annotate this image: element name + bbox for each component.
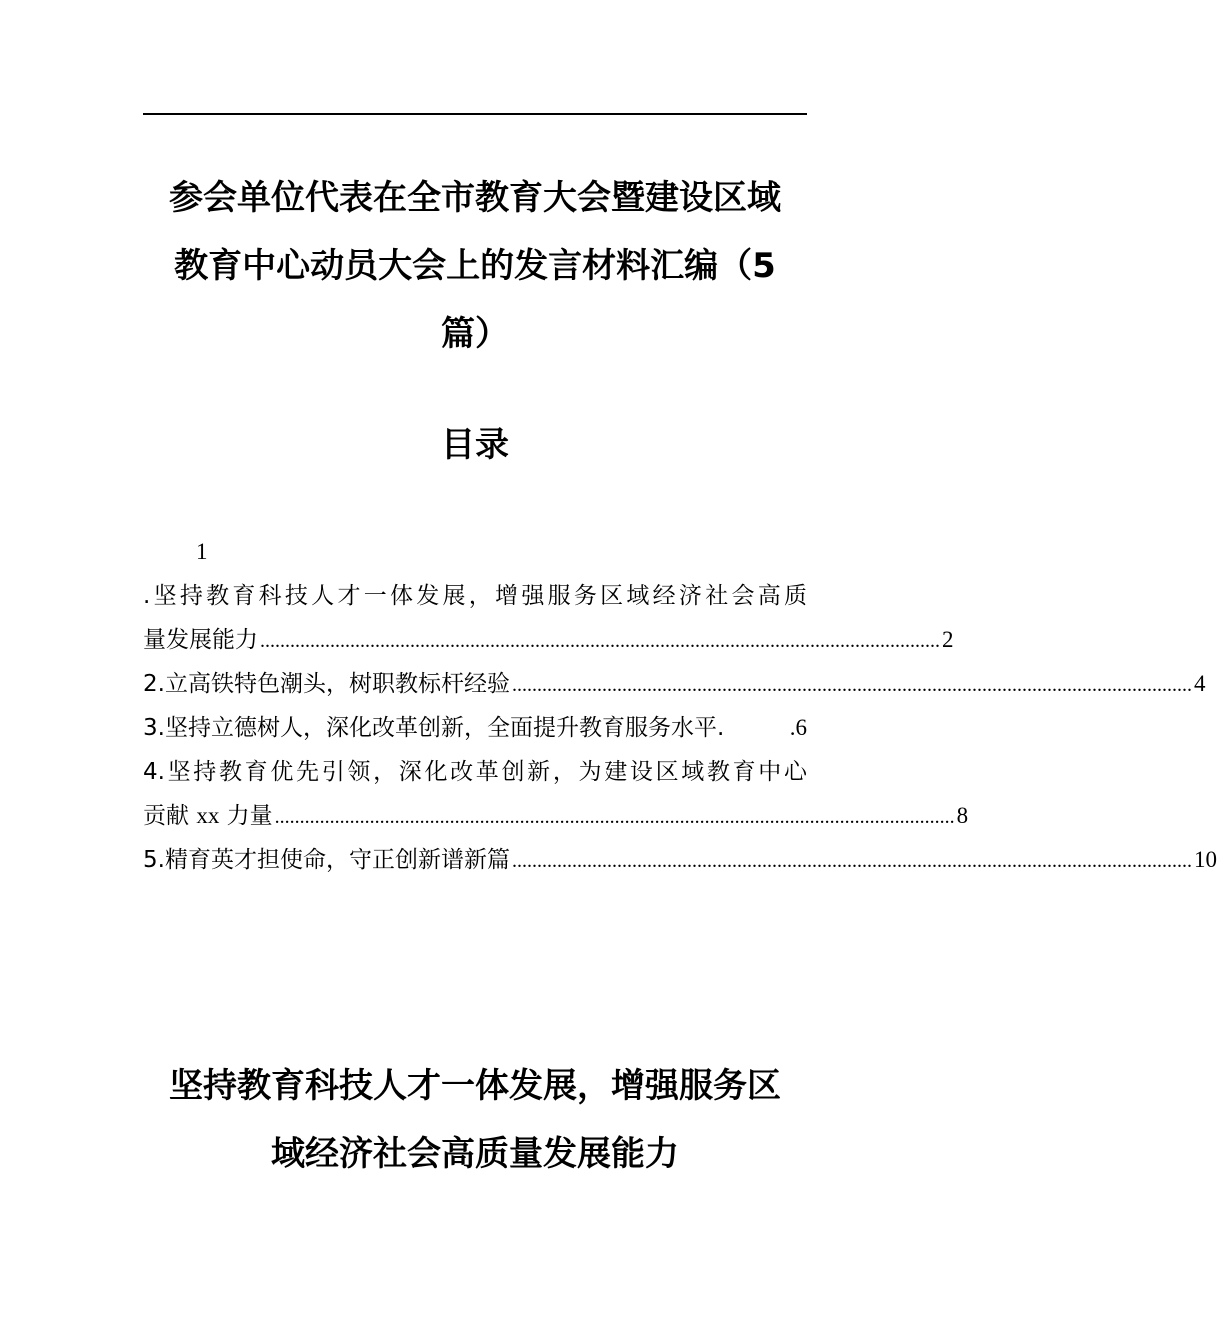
toc-leader-dots: ........................................................................................................................................ xyxy=(511,850,1192,872)
toc-heading: 目录 xyxy=(441,425,509,465)
document-title xyxy=(143,164,807,368)
toc-entry-2[interactable] xyxy=(143,662,1206,706)
toc-entry-4-line-1[interactable] xyxy=(143,750,807,794)
toc-entry-3[interactable] xyxy=(143,706,807,750)
toc-entry-3-page: .6 xyxy=(789,715,807,740)
toc-entry-1-line-1[interactable] xyxy=(143,574,807,618)
toc-entry-5-title: 5.精育英才担使命，守正创新谱新篇 xyxy=(143,847,510,873)
toc-entry-1-title: .坚持教育科技人才一体发展，增强服务区域经济社会高质 xyxy=(143,583,807,609)
toc-entry-4-prefix: 贡献 xyxy=(143,803,197,829)
toc-leader-dots: ........................................................................................................................................ xyxy=(511,674,1192,696)
toc-entry-5[interactable] xyxy=(143,838,1217,882)
toc-entry-1-page: 2 xyxy=(942,627,954,652)
toc-entry-1-line-2[interactable] xyxy=(143,618,954,662)
table-of-contents xyxy=(143,530,1217,882)
toc-leader-dots: ........................................................................................................................................ xyxy=(260,630,940,652)
toc-entry-4-page: 8 xyxy=(956,803,969,828)
section-title-line-2: 域经济社会高质量发展能力 xyxy=(271,1134,679,1174)
toc-entry-2-page: 4 xyxy=(1193,671,1206,696)
document-title-line-1: 参会单位代表在全市教育大会暨建设区域 xyxy=(169,178,781,218)
toc-entry-4-line-2[interactable] xyxy=(143,794,969,838)
toc-entry-4-suffix: 力量 xyxy=(219,803,273,829)
section-title xyxy=(143,1052,807,1188)
toc-lead-number: 1 xyxy=(196,539,208,564)
document-title-line-2: 教育中心动员大会上的发言材料汇编（5 xyxy=(174,246,776,286)
section-title-line-1: 坚持教育科技人才一体发展，增强服务区 xyxy=(169,1066,781,1106)
toc-entry-3-title: 3.坚持立德树人，深化改革创新，全面提升教育服务水平. xyxy=(143,715,725,741)
toc-leader-dots: ........................................................................................................................................ xyxy=(274,806,955,828)
header-rule xyxy=(143,113,807,115)
toc-entry-4-title: 4.坚持教育优先引领，深化改革创新，为建设区域教育中心 xyxy=(143,759,807,785)
toc-entry-4-latin: xx xyxy=(196,803,220,828)
toc-entry-2-title: 2.立高铁特色潮头，树职教标杆经验 xyxy=(143,671,510,697)
toc-entry-5-page: 10 xyxy=(1193,847,1217,872)
toc-entry-1-title-cont: 量发展能力 xyxy=(143,627,258,653)
toc-entry-4-title-cont xyxy=(143,794,273,838)
document-title-line-3: 篇） xyxy=(441,314,509,354)
